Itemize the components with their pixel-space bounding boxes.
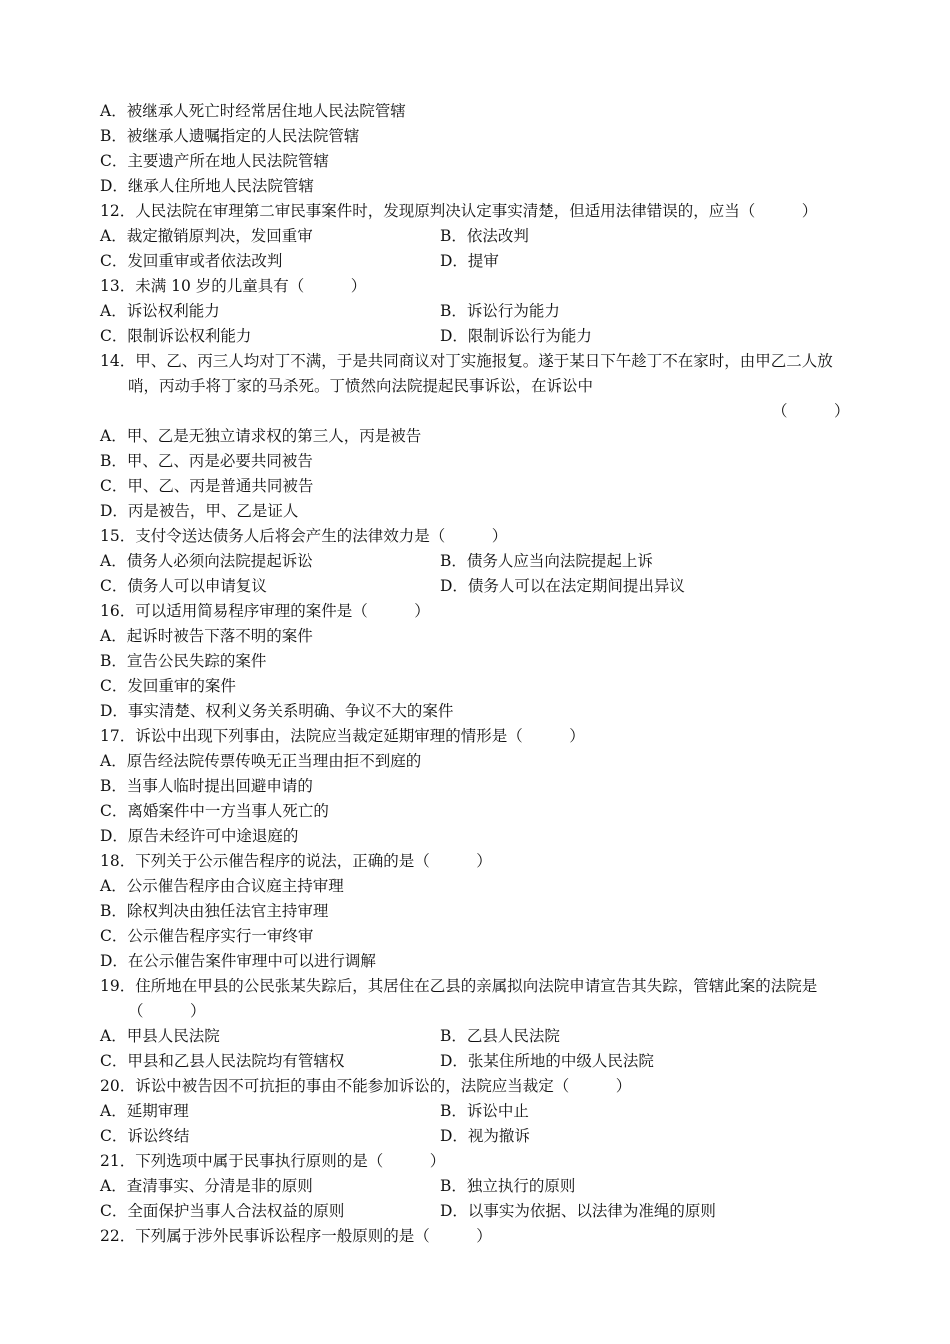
q17-option-d: D．原告未经许可中途退庭的	[100, 827, 299, 845]
q18-option-b: B．除权判决由独任法官主持审理	[100, 902, 329, 920]
q13-stem: 13．未满 10 岁的儿童具有（ ）	[100, 277, 367, 295]
q15-stem: 15．支付令送达债务人后将会产生的法律效力是（ ）	[100, 527, 508, 545]
q14-answer-paren: （ ）	[772, 402, 850, 420]
q19-answer-paren: （ ）	[128, 1002, 206, 1020]
q13-option-a: A．诉讼权利能力	[100, 302, 220, 320]
q18-option-a: A．公示催告程序由合议庭主持审理	[100, 877, 344, 895]
q20-option-d: D．视为撤诉	[440, 1127, 530, 1145]
q19-stem-line1: 19．住所地在甲县的公民张某失踪后，其居住在乙县的亲属拟向法院申请宣告其失踪，管辖此案的法院是	[100, 977, 818, 995]
q22-stem: 22．下列属于涉外民事诉讼程序一般原则的是（ ）	[100, 1227, 492, 1245]
q17-option-c: C．离婚案件中一方当事人死亡的	[100, 802, 329, 820]
q17-option-b: B．当事人临时提出回避申请的	[100, 777, 313, 795]
q12-option-a: A．裁定撤销原判决，发回重审	[100, 227, 313, 245]
q19-option-d: D．张某住所地的中级人民法院	[440, 1052, 654, 1070]
q14-option-b: B．甲、乙、丙是必要共同被告	[100, 452, 313, 470]
q12-stem: 12．人民法院在审理第二审民事案件时，发现原判决认定事实清楚，但适用法律错误的，应当（ ）	[100, 202, 818, 220]
q16-option-c: C．发回重审的案件	[100, 677, 236, 695]
q18-option-d: D．在公示催告案件审理中可以进行调解	[100, 952, 376, 970]
q14-stem-line2: 哨，丙动手将丁家的马杀死。丁愤然向法院提起民事诉讼，在诉讼中	[128, 377, 594, 395]
q20-option-b: B．诉讼中止	[440, 1102, 529, 1120]
q16-option-b: B．宣告公民失踪的案件	[100, 652, 267, 670]
q18-stem: 18．下列关于公示催告程序的说法，正确的是（ ）	[100, 852, 492, 870]
q11-option-a: A．被继承人死亡时经常居住地人民法院管辖	[100, 102, 406, 120]
q18-option-c: C．公示催告程序实行一审终审	[100, 927, 314, 945]
q14-option-c: C．甲、乙、丙是普通共同被告	[100, 477, 314, 495]
q17-stem: 17．诉讼中出现下列事由，法院应当裁定延期审理的情形是（ ）	[100, 727, 585, 745]
q19-option-c: C．甲县和乙县人民法院均有管辖权	[100, 1052, 345, 1070]
q12-option-d: D．提审	[440, 252, 499, 270]
q20-option-c: C．诉讼终结	[100, 1127, 190, 1145]
q11-option-c: C．主要遗产所在地人民法院管辖	[100, 152, 329, 170]
q15-option-a: A．债务人必须向法院提起诉讼	[100, 552, 313, 570]
q15-option-c: C．债务人可以申请复议	[100, 577, 267, 595]
q19-option-a: A．甲县人民法院	[100, 1027, 220, 1045]
q20-stem: 20．诉讼中被告因不可抗拒的事由不能参加诉讼的，法院应当裁定（ ）	[100, 1077, 632, 1095]
q20-option-a: A．延期审理	[100, 1102, 189, 1120]
q15-option-d: D．债务人可以在法定期间提出异议	[440, 577, 685, 595]
q12-option-c: C．发回重审或者依法改判	[100, 252, 283, 270]
q12-option-b: B．依法改判	[440, 227, 529, 245]
q11-option-b: B．被继承人遗嘱指定的人民法院管辖	[100, 127, 360, 145]
q16-option-d: D．事实清楚、权利义务关系明确、争议不大的案件	[100, 702, 454, 720]
q13-option-c: C．限制诉讼权利能力	[100, 327, 252, 345]
q13-option-b: B．诉讼行为能力	[440, 302, 560, 320]
q21-option-a: A．查清事实、分清是非的原则	[100, 1177, 313, 1195]
q14-stem-line1: 14．甲、乙、丙三人均对丁不满，于是共同商议对丁实施报复。遂于某日下午趁丁不在家时，由甲乙二人放	[100, 352, 833, 370]
q14-option-d: D．丙是被告，甲、乙是证人	[100, 502, 299, 520]
q13-option-d: D．限制诉讼行为能力	[440, 327, 592, 345]
q11-option-d: D．继承人住所地人民法院管辖	[100, 177, 314, 195]
q21-option-d: D．以事实为依据、以法律为准绳的原则	[440, 1202, 716, 1220]
q15-option-b: B．债务人应当向法院提起上诉	[440, 552, 653, 570]
q17-option-a: A．原告经法院传票传唤无正当理由拒不到庭的	[100, 752, 422, 770]
q14-option-a: A．甲、乙是无独立请求权的第三人，丙是被告	[100, 427, 422, 445]
q19-option-b: B．乙县人民法院	[440, 1027, 560, 1045]
q16-stem: 16．可以适用简易程序审理的案件是（ ）	[100, 602, 430, 620]
q16-option-a: A．起诉时被告下落不明的案件	[100, 627, 313, 645]
q21-option-c: C．全面保护当事人合法权益的原则	[100, 1202, 345, 1220]
q21-option-b: B．独立执行的原则	[440, 1177, 576, 1195]
q21-stem: 21．下列选项中属于民事执行原则的是（ ）	[100, 1152, 446, 1170]
